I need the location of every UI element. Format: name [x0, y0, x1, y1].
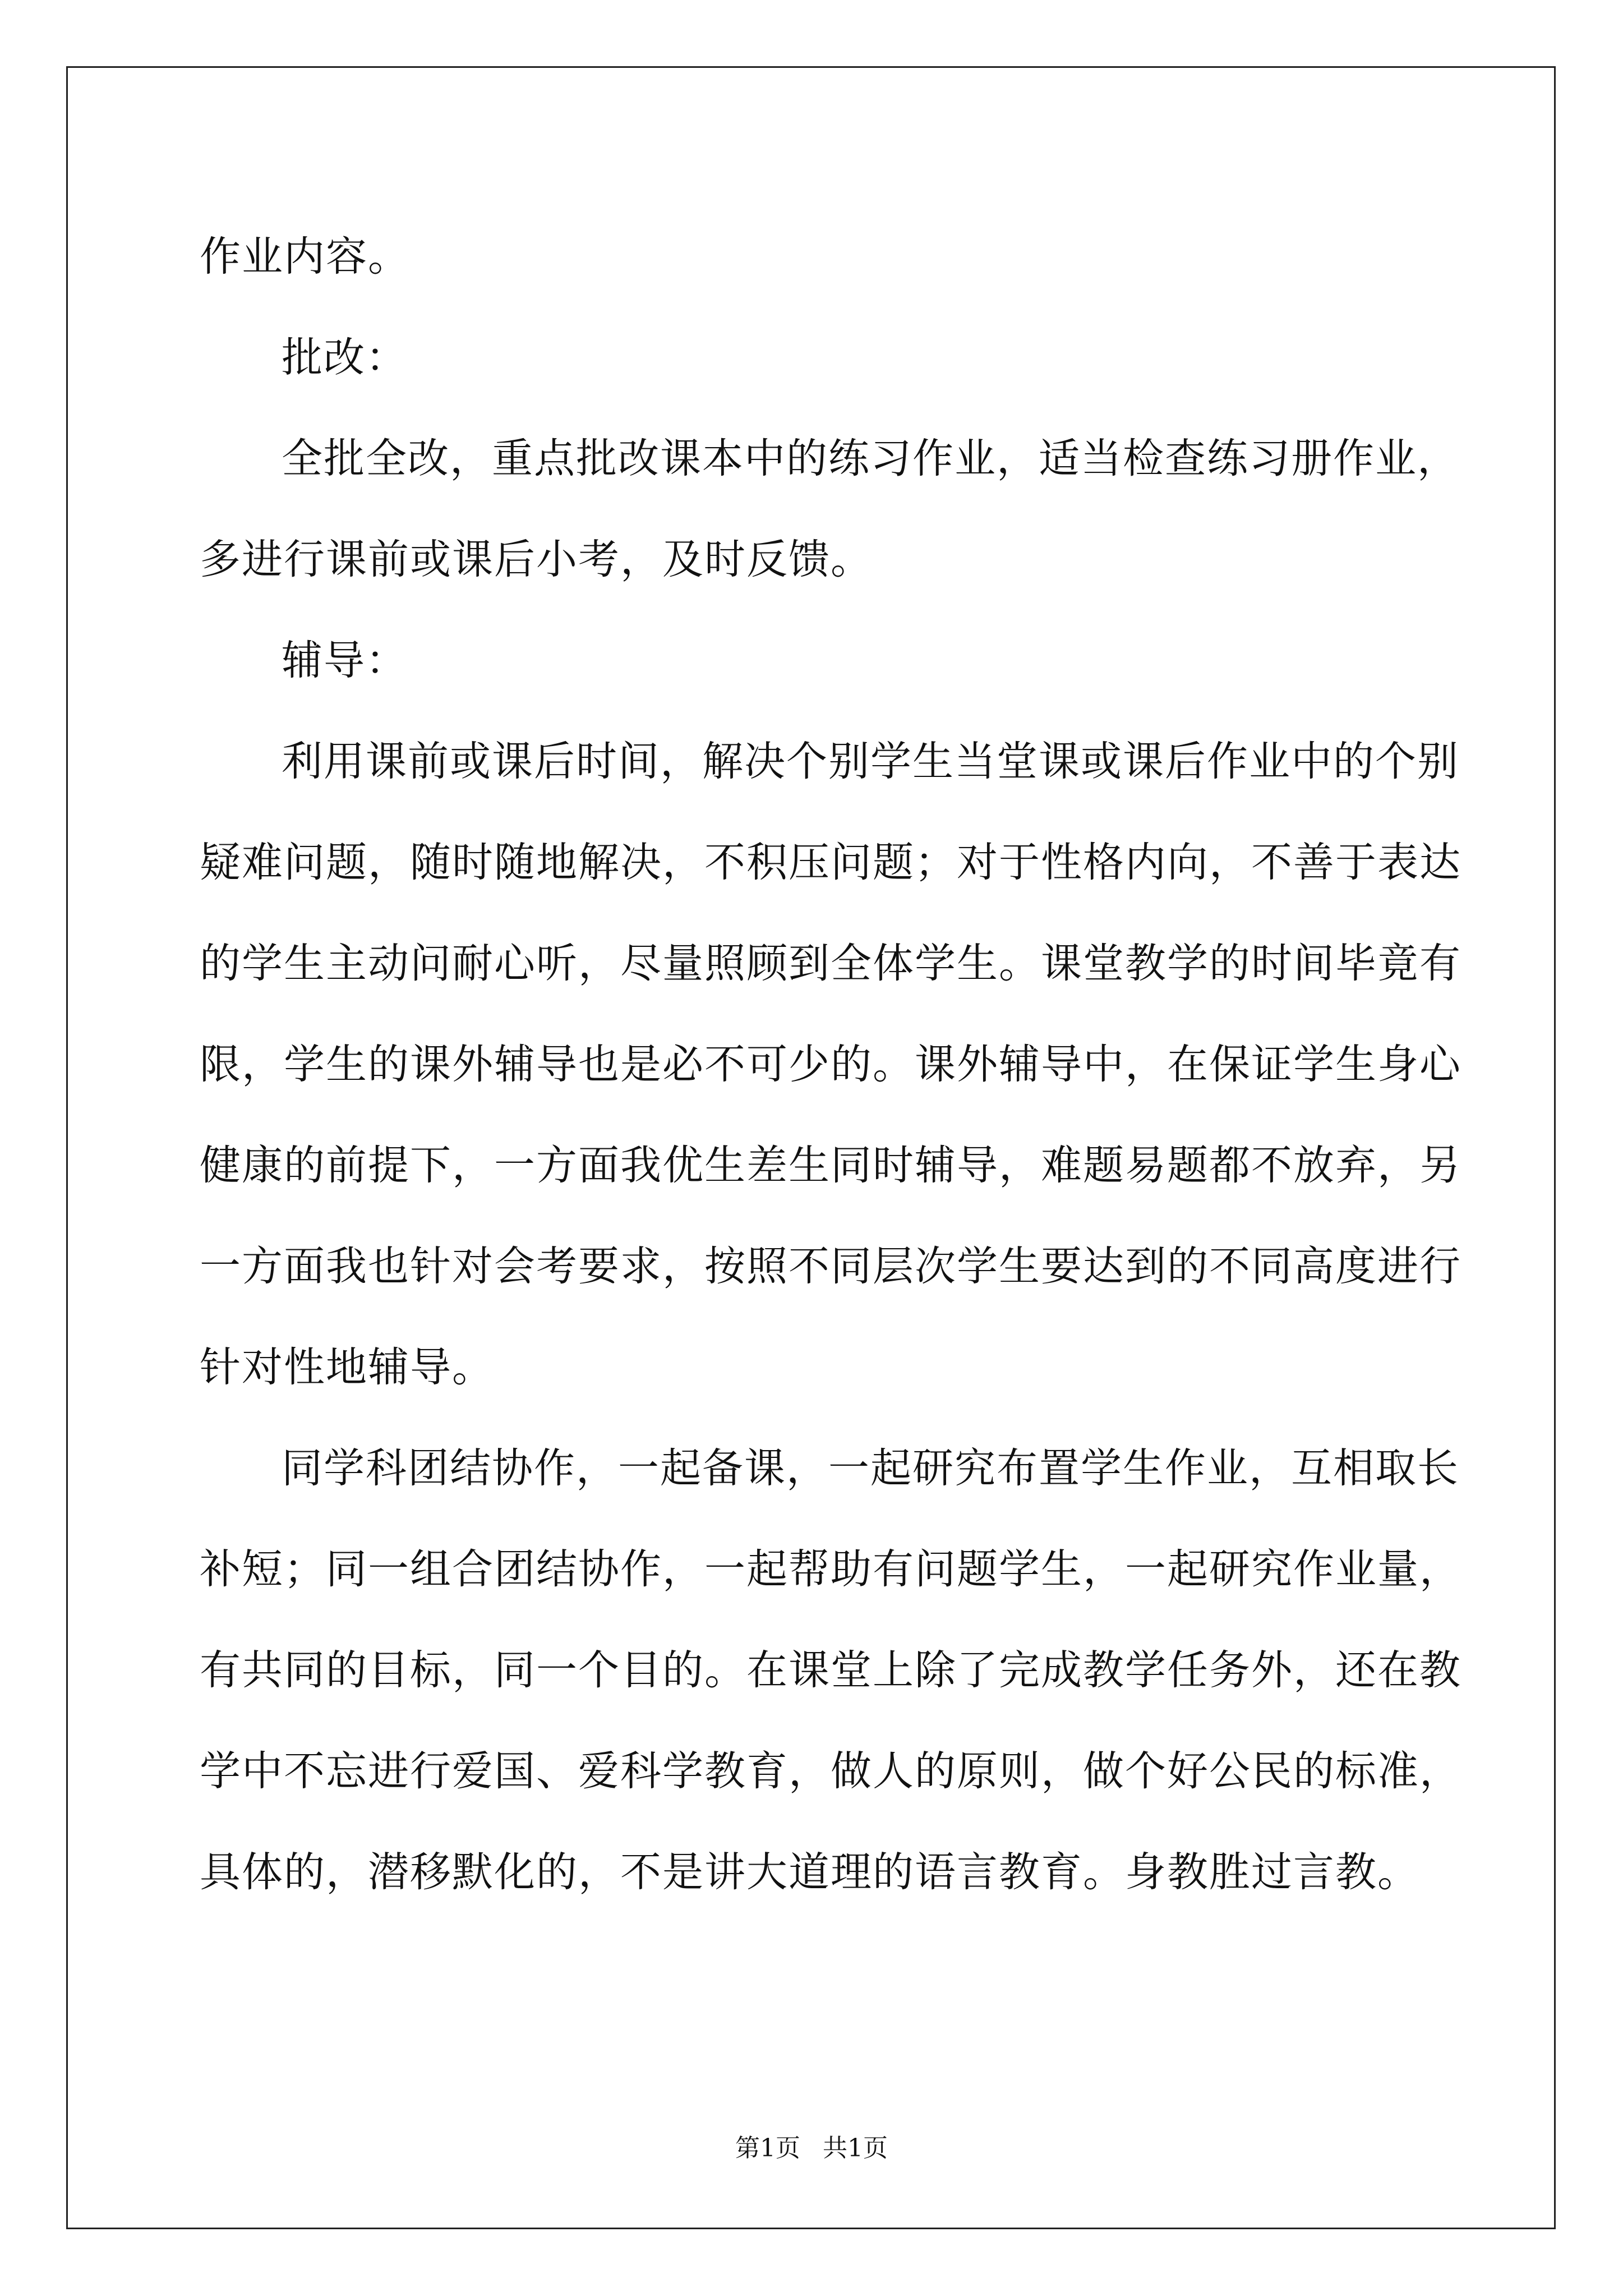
text-line: 的学生主动问耐心听，尽量照顾到全体学生。课堂教学的时间毕竟有 — [200, 940, 1461, 987]
text-line: 补短；同一组合团结协作，一起帮助有问题学生，一起研究作业量， — [200, 1545, 1461, 1593]
page-total: 共1页 — [823, 2134, 888, 2162]
text-line: 同学科团结协作，一起备课，一起研究布置学生作业，互相取长 — [282, 1444, 1459, 1492]
text-line: 有共同的目标，同一个目的。在课堂上除了完成教学任务外，还在教 — [200, 1646, 1461, 1694]
document-body — [200, 206, 1461, 1923]
text-line: 健康的前提下，一方面我优生差生同时辅导，难题易题都不放弃，另 — [200, 1142, 1461, 1189]
section-heading-grading: 批改： — [282, 334, 408, 381]
text-line: 多进行课前或课后小考，及时反馈。 — [200, 536, 873, 583]
text-line: 作业内容。 — [200, 233, 410, 280]
page-footer — [0, 2132, 1623, 2165]
section-heading-tutoring: 辅导： — [282, 637, 408, 684]
text-line: 疑难问题，随时随地解决，不积压问题；对于性格内向，不善于表达 — [200, 839, 1461, 886]
text-line: 学中不忘进行爱国、爱科学教育，做人的原则，做个好公民的标准， — [200, 1747, 1461, 1795]
text-line: 利用课前或课后时间，解决个别学生当堂课或课后作业中的个别 — [282, 738, 1459, 785]
text-line: 具体的，潜移默化的，不是讲大道理的语言教育。身教胜过言教。 — [200, 1848, 1419, 1896]
text-line: 限，学生的课外辅导也是必不可少的。课外辅导中，在保证学生身心 — [200, 1041, 1461, 1088]
text-line: 全批全改，重点批改课本中的练习作业，适当检查练习册作业， — [282, 435, 1459, 482]
text-line: 针对性地辅导。 — [200, 1343, 494, 1391]
text-line: 一方面我也针对会考要求，按照不同层次学生要达到的不同高度进行 — [200, 1243, 1461, 1290]
page-number: 第1页 — [735, 2134, 800, 2162]
